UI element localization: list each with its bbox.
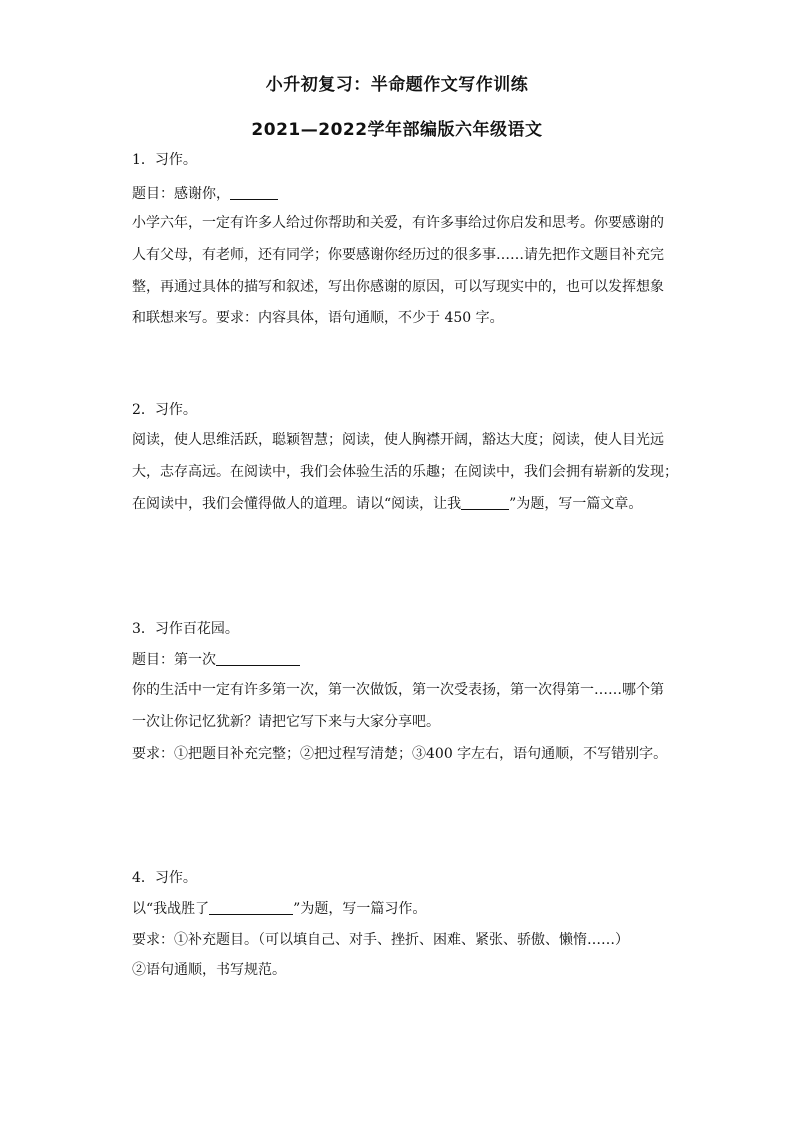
- q2-para-line: 大，志存高远。在阅读中，我们会体验生活的乐趣；在阅读中，我们会拥有崭新的发现；: [132, 464, 678, 480]
- q3-requirement: 要求：①把题目补充完整；②把过程写清楚；③400 字左右，语句通顺，不写错别字。: [132, 746, 668, 762]
- document-title: 小升初复习：半命题作文写作训练: [265, 75, 529, 95]
- q3-label: 3．习作百花园。: [132, 621, 239, 637]
- q1-para-line: 整，再通过具体的描写和叙述，写出你感谢的原因，可以写现实中的，也可以发挥想象: [132, 279, 664, 295]
- q4-para-line: [132, 899, 672, 919]
- q3-topic: [132, 650, 672, 670]
- q1-para-line: 人有父母，有老师，还有同学；你要感谢你经历过的很多事……请先把作文题目补充完: [132, 247, 664, 263]
- q2-para-line: 阅读，使人思维活跃，聪颖智慧；阅读，使人胸襟开阔，豁达大度；阅读，使人目光远: [132, 432, 664, 448]
- q2-blank: [461, 495, 509, 510]
- q3-blank: [216, 651, 300, 666]
- q2-para-line: [132, 494, 672, 514]
- q2-text-before-blank: 在阅读中，我们会懂得做人的道理。请以“阅读，让我: [132, 496, 462, 512]
- q4-text-after-blank: ”为题，写一篇习作。: [293, 901, 427, 917]
- q4-requirement: 要求：①补充题目。（可以填自己、对手、挫折、困难、紧张、骄傲、懒惰……）: [132, 932, 629, 948]
- q4-requirement: ②语句通顺，书写规范。: [132, 962, 286, 978]
- q4-label: 4．习作。: [132, 870, 197, 886]
- q4-blank: [209, 900, 293, 915]
- q1-para-line: 和联想来写。要求：内容具体，语句通顺，不少于 450 字。: [132, 310, 504, 326]
- q3-para-line: 你的生活中一定有许多第一次，第一次做饭，第一次受表扬，第一次得第一……哪个第: [132, 682, 664, 698]
- document-subtitle: 2021—2022学年部编版六年级语文: [251, 120, 543, 140]
- q1-label: 1．习作。: [132, 152, 197, 168]
- q1-topic-text: 题目：感谢你，: [132, 186, 230, 202]
- q1-topic: [132, 184, 672, 204]
- q1-para-line: 小学六年，一定有许多人给过你帮助和关爱，有许多事给过你启发和思考。你要感谢的: [132, 215, 664, 231]
- q3-para-line: 一次让你记忆犹新？请把它写下来与大家分享吧。: [132, 714, 440, 730]
- q1-blank: [230, 185, 278, 200]
- q2-label: 2．习作。: [132, 402, 197, 418]
- q2-text-after-blank: ”为题，写一篇文章。: [509, 496, 643, 512]
- q4-text-before-blank: 以“我战胜了: [132, 901, 210, 917]
- q3-topic-text: 题目：第一次: [132, 652, 216, 668]
